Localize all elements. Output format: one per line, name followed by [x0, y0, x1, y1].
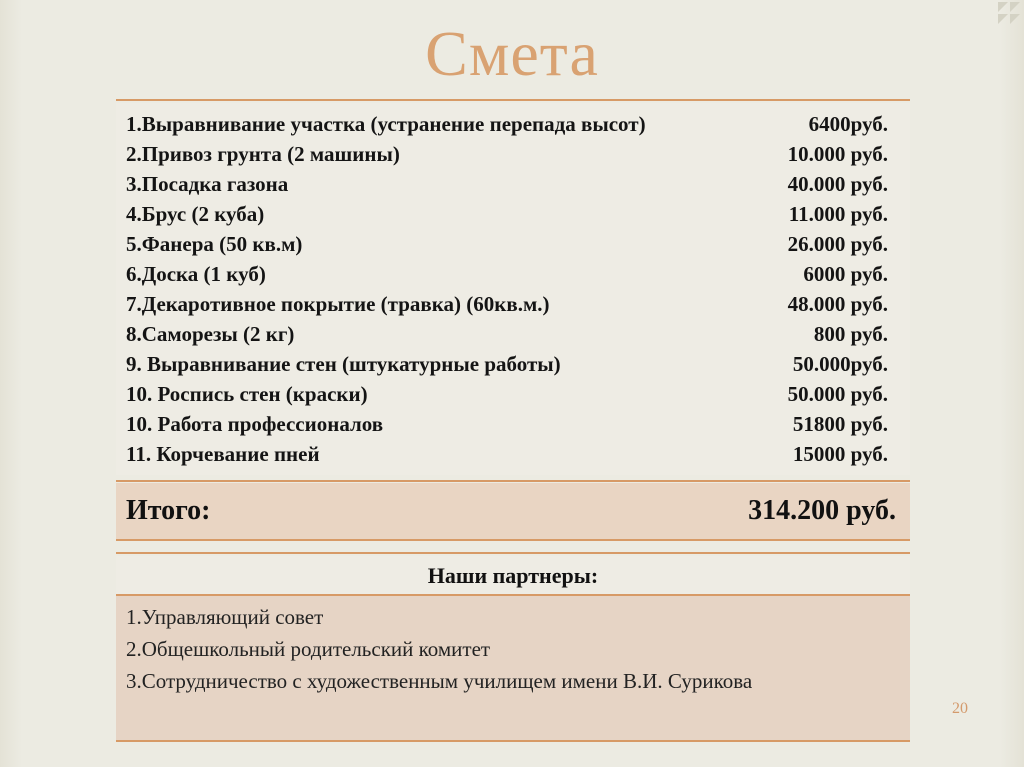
- item-price: 48.000 руб.: [787, 292, 888, 316]
- item-price: 11.000 руб.: [788, 202, 888, 226]
- item-name: 7.Декаротивное покрытие (травка) (60кв.м.): [126, 292, 550, 316]
- item-name: 9. Выравнивание стен (штукатурные работы): [126, 352, 561, 376]
- item-name: 10. Роспись стен (краски): [126, 382, 368, 406]
- table-row: [126, 139, 888, 169]
- bottom-divider: [116, 740, 910, 742]
- item-name: 1.Выравнивание участка (устранение перепада высот): [126, 112, 646, 136]
- item-price: 6000 руб.: [803, 262, 888, 286]
- total-divider-bottom: [116, 539, 910, 541]
- item-price: 40.000 руб.: [787, 172, 888, 196]
- item-price: 10.000 руб.: [787, 142, 888, 166]
- table-row: [126, 409, 888, 439]
- item-name: 11. Корчевание пней: [126, 442, 320, 466]
- table-row: [126, 259, 888, 289]
- table-row: [126, 319, 888, 349]
- item-name: 2.Привоз грунта (2 машины): [126, 142, 400, 166]
- table-row: [126, 349, 888, 379]
- list-item: 2.Общешкольный родительский комитет: [126, 637, 491, 661]
- page-number: 20: [952, 700, 968, 717]
- item-price: 15000 руб.: [792, 442, 888, 466]
- table-row: [126, 169, 888, 199]
- item-price: 800 руб.: [813, 322, 888, 346]
- table-row: [126, 289, 888, 319]
- total-row: [116, 483, 910, 539]
- item-price: 26.000 руб.: [787, 232, 888, 256]
- total-divider-top: [116, 480, 910, 482]
- list-item: 1.Управляющий совет: [126, 605, 324, 629]
- table-row: [126, 439, 888, 469]
- table-row: [126, 109, 888, 139]
- item-name: 8.Саморезы (2 кг): [126, 322, 295, 346]
- item-price: 6400руб.: [808, 112, 888, 136]
- partners-divider-top: [116, 552, 910, 554]
- top-divider: [116, 99, 910, 101]
- partners-heading: Наши партнеры:: [116, 556, 910, 594]
- item-price: 50.000 руб.: [787, 382, 888, 406]
- total-value: 314.200 руб.: [748, 495, 896, 526]
- item-price: 50.000руб.: [792, 352, 888, 376]
- item-price: 51800 руб.: [792, 412, 888, 436]
- table-row: [126, 199, 888, 229]
- item-name: 4.Брус (2 куба): [126, 202, 265, 226]
- total-label: Итого:: [126, 495, 211, 526]
- item-name: 3.Посадка газона: [126, 172, 289, 196]
- item-name: 10. Работа профессионалов: [126, 412, 384, 436]
- table-row: [126, 229, 888, 259]
- table-row: [126, 379, 888, 409]
- page-title: Смета: [425, 18, 599, 89]
- item-name: 6.Доска (1 куб): [126, 262, 266, 286]
- estimate-table: [116, 103, 910, 475]
- partners-list: [116, 596, 910, 740]
- list-item: 3.Сотрудничество с художественным училищем имени В.И. Сурикова: [126, 669, 753, 693]
- item-name: 5.Фанера (50 кв.м): [126, 232, 303, 256]
